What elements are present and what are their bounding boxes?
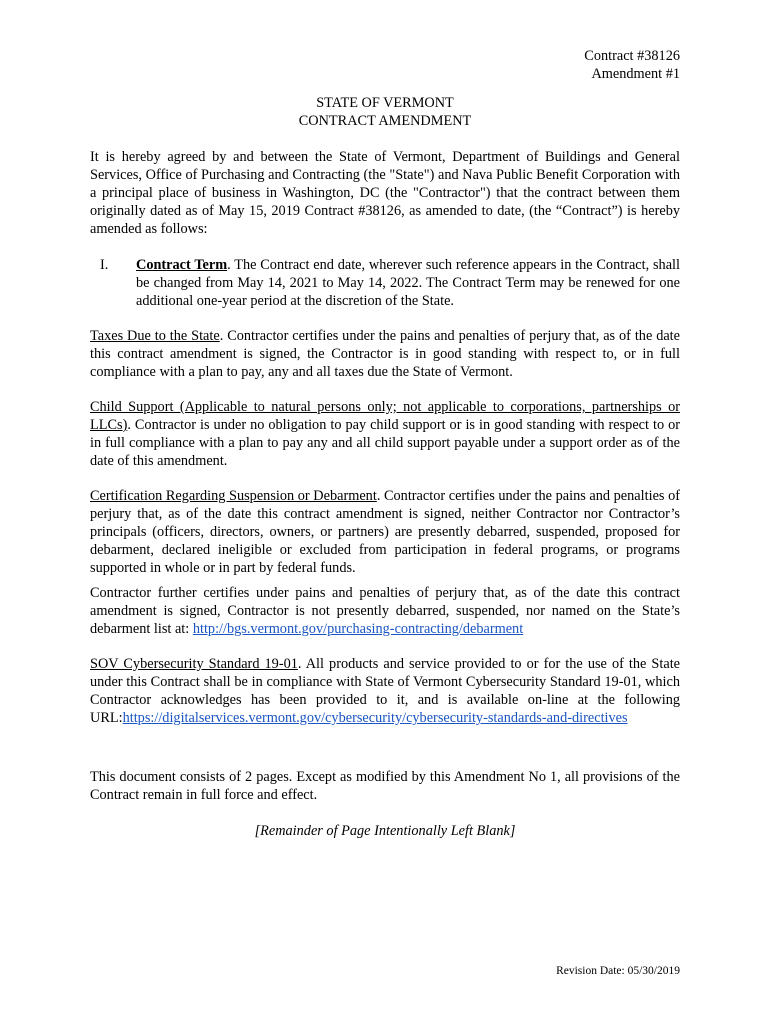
taxes-heading: Taxes Due to the State bbox=[90, 328, 220, 344]
child-support-paragraph bbox=[90, 398, 680, 470]
section-cybersecurity bbox=[90, 655, 680, 727]
cyber-paragraph bbox=[90, 655, 680, 727]
contract-header bbox=[584, 47, 680, 83]
taxes-paragraph bbox=[90, 327, 680, 381]
amendment-number: Amendment #1 bbox=[591, 66, 680, 82]
contract-term-text: . The Contract end date, wherever such reference appears in the Contract, shall be changed from May 14, 2021 to May 14, 2022. The Contract Term may be renewed for one additional one-year period at the discretion of the State. bbox=[136, 257, 680, 309]
debarment-further-paragraph bbox=[90, 584, 680, 638]
debarment-list-link[interactable]: http://bgs.vermont.gov/purchasing-contracting/debarment bbox=[192, 621, 524, 637]
taxes-text: . Contractor certifies under the pains and penalties of perjury that, as of the date this contract amendment is signed, the Contractor is in good standing with respect to, or in full compliance with a plan to pay, any and all taxes due the State of Vermont. bbox=[90, 328, 681, 380]
child-support-text: . Contractor is under no obligation to pay child support or is in good standing with respect to or in full compliance with a plan to pay any and all child support payable under a support order as of the date of this amendment. bbox=[90, 417, 680, 469]
cyber-standards-link[interactable]: https://digitalservices.vermont.gov/cybersecurity/cybersecurity-standards-and-directives bbox=[122, 710, 628, 726]
section-number: I. bbox=[100, 257, 109, 273]
debarment-paragraph bbox=[90, 487, 680, 577]
section-taxes bbox=[90, 327, 680, 381]
debarment-further-text: Contractor further certifies under pains and penalties of perjury that, as of the date this contract amendment is signed, Contractor is not presently debarred, suspended, nor named on the State’s debarment list at: bbox=[90, 585, 680, 637]
title-line-1: STATE OF VERMONT bbox=[316, 95, 454, 111]
section-body bbox=[136, 256, 680, 310]
document-title bbox=[90, 94, 680, 130]
cyber-text: . All products and service provided to or for the use of the State under this Contract shall be in compliance with State of Vermont Cybersecurity Standard 19-01, which Contractor acknowledges has been provided to it, and is available on-line at the following URL: bbox=[90, 656, 681, 726]
intro-paragraph bbox=[90, 148, 680, 238]
contract-number: Contract #38126 bbox=[584, 48, 680, 64]
section-contract-term bbox=[90, 256, 680, 310]
contract-term-heading: Contract Term bbox=[136, 257, 228, 273]
remainder-blank-note: [Remainder of Page Intentionally Left Blank] bbox=[254, 823, 516, 839]
cyber-heading: SOV Cybersecurity Standard 19-01 bbox=[90, 656, 298, 672]
section-child-support bbox=[90, 398, 680, 470]
section-debarment bbox=[90, 487, 680, 577]
closing-text: This document consists of 2 pages. Except as modified by this Amendment No 1, all provisions of the Contract remain in full force and effect. bbox=[90, 769, 680, 803]
title-line-2: CONTRACT AMENDMENT bbox=[298, 113, 472, 129]
revision-date: Revision Date: 05/30/2019 bbox=[556, 965, 680, 977]
closing-paragraph bbox=[90, 768, 680, 804]
debarment-text: . Contractor certifies under the pains and penalties of perjury that, as of the date this contract amendment is signed, neither Contractor nor Contractor’s principals (officers, directors, owners, or partners) are presently debarred, suspended, proposed for debarment, declared ineligible or excluded from participation in federal programs, or programs supported in whole or in part by federal funds. bbox=[90, 488, 680, 576]
child-support-heading: Child Support (Applicable to natural persons only; not applicable to corporations, partnerships or LLCs) bbox=[90, 399, 680, 433]
intro-text: It is hereby agreed by and between the State of Vermont, Department of Buildings and General Services, Office of Purchasing and Contracting (the "State") and Nava Public Benefit Corporation with a principal place of business in Washington, DC (the "Contractor") that the contract between them originally dated as of May 15, 2019 Contract #38126, as amended to date, (the “Contract”) is hereby amended as follows: bbox=[90, 149, 680, 237]
debarment-heading: Certification Regarding Suspension or Debarment bbox=[90, 488, 377, 504]
section-debarment-further bbox=[90, 584, 680, 638]
